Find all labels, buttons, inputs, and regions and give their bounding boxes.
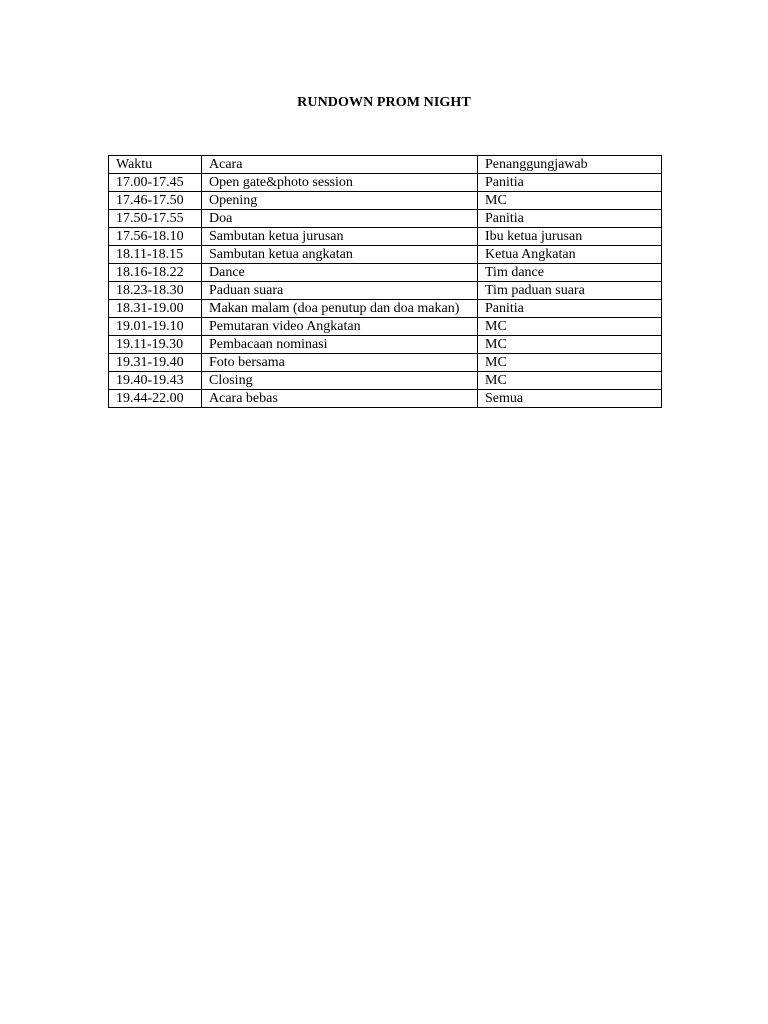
cell-acara: Makan malam (doa penutup dan doa makan) — [202, 300, 478, 318]
cell-waktu: 17.00-17.45 — [109, 174, 202, 192]
cell-waktu: 18.16-18.22 — [109, 264, 202, 282]
header-acara: Acara — [202, 156, 478, 174]
cell-acara: Sambutan ketua angkatan — [202, 246, 478, 264]
rundown-table — [108, 155, 662, 408]
table-row — [109, 336, 662, 354]
cell-acara: Opening — [202, 192, 478, 210]
header-waktu: Waktu — [109, 156, 202, 174]
table-row — [109, 300, 662, 318]
cell-penanggungjawab: Panitia — [478, 210, 662, 228]
cell-penanggungjawab: Panitia — [478, 300, 662, 318]
cell-penanggungjawab: Ibu ketua jurusan — [478, 228, 662, 246]
cell-acara: Paduan suara — [202, 282, 478, 300]
cell-penanggungjawab: Semua — [478, 390, 662, 408]
table-row — [109, 354, 662, 372]
cell-waktu: 19.11-19.30 — [109, 336, 202, 354]
header-penanggungjawab: Penanggungjawab — [478, 156, 662, 174]
table-row — [109, 192, 662, 210]
table-row — [109, 174, 662, 192]
cell-waktu: 17.46-17.50 — [109, 192, 202, 210]
cell-waktu: 18.11-18.15 — [109, 246, 202, 264]
cell-acara: Pemutaran video Angkatan — [202, 318, 478, 336]
cell-penanggungjawab: Panitia — [478, 174, 662, 192]
cell-acara: Sambutan ketua jurusan — [202, 228, 478, 246]
table-row — [109, 318, 662, 336]
cell-waktu: 17.50-17.55 — [109, 210, 202, 228]
table-row — [109, 282, 662, 300]
cell-acara: Acara bebas — [202, 390, 478, 408]
cell-penanggungjawab: MC — [478, 354, 662, 372]
cell-penanggungjawab: Ketua Angkatan — [478, 246, 662, 264]
table-row — [109, 246, 662, 264]
cell-waktu: 17.56-18.10 — [109, 228, 202, 246]
cell-penanggungjawab: MC — [478, 318, 662, 336]
cell-waktu: 18.23-18.30 — [109, 282, 202, 300]
cell-waktu: 19.40-19.43 — [109, 372, 202, 390]
table-row — [109, 210, 662, 228]
cell-waktu: 18.31-19.00 — [109, 300, 202, 318]
cell-waktu: 19.01-19.10 — [109, 318, 202, 336]
cell-acara: Open gate&photo session — [202, 174, 478, 192]
document-title: RUNDOWN PROM NIGHT — [297, 95, 471, 110]
cell-penanggungjawab: MC — [478, 372, 662, 390]
cell-waktu: 19.31-19.40 — [109, 354, 202, 372]
cell-acara: Closing — [202, 372, 478, 390]
table-row — [109, 228, 662, 246]
cell-penanggungjawab: MC — [478, 192, 662, 210]
cell-penanggungjawab: MC — [478, 336, 662, 354]
cell-acara: Doa — [202, 210, 478, 228]
table-row — [109, 390, 662, 408]
cell-acara: Pembacaan nominasi — [202, 336, 478, 354]
cell-acara: Dance — [202, 264, 478, 282]
cell-acara: Foto bersama — [202, 354, 478, 372]
table-header-row — [109, 156, 662, 174]
cell-penanggungjawab: Tim paduan suara — [478, 282, 662, 300]
table-row — [109, 264, 662, 282]
cell-waktu: 19.44-22.00 — [109, 390, 202, 408]
cell-penanggungjawab: Tim dance — [478, 264, 662, 282]
table-row — [109, 372, 662, 390]
